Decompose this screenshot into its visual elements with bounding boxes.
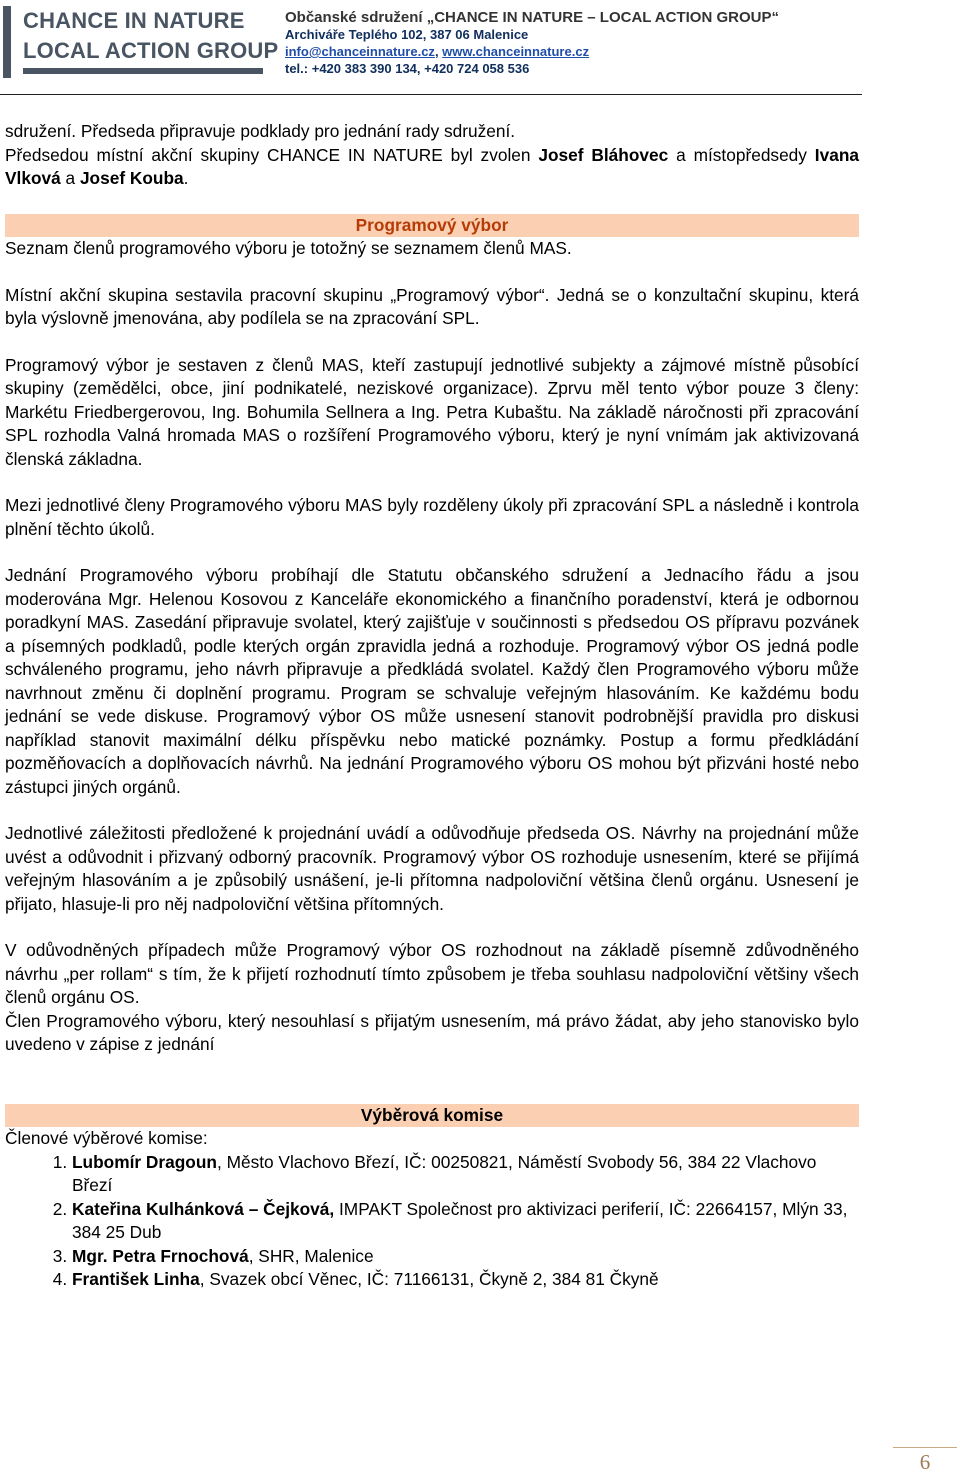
list-item <box>72 1151 859 1198</box>
header-org-name: Občanské sdružení „CHANCE IN NATURE – LOCAL ACTION GROUP“ <box>285 9 779 26</box>
chair-name: Josef Bláhovec <box>538 144 669 165</box>
logo-text-line2: LOCAL ACTION GROUP <box>23 38 279 63</box>
page-number: 6 <box>893 1447 957 1475</box>
committee-member-list <box>5 1151 859 1292</box>
header-links <box>285 43 779 60</box>
header-contact-block <box>285 9 779 77</box>
intro-paragraph <box>5 144 859 191</box>
member-name: František Linha <box>72 1269 200 1289</box>
vice-chair-2: Josef Kouba <box>79 168 184 188</box>
logo-accent-bar <box>3 6 11 78</box>
paragraph: Jednotlivé záležitosti předložené k projednání uvádí a odůvodňuje předseda OS. Návrhy na projednání může uvést a odůvodnit i přizvaný odborný pracovník. Programový výbor OS rozhoduje usnesením, které se přijímá veřejným hlasováním a je způsobilý usnášení, je-li přítomna nadpoloviční většina členů orgánu. Usnesení je přijato, hlasuje-li pro něj nadpoloviční většina přítomných. <box>5 823 859 914</box>
intro-text-b: a místopředsedy <box>668 144 815 165</box>
list-item <box>72 1245 859 1269</box>
paragraph: Člen Programového výboru, který nesouhlasí s přijatým usnesením, má právo žádat, aby jeho stanovisko bylo uvedeno v zápise z jednání <box>5 1010 859 1054</box>
paragraph: Jednání Programového výboru probíhají dle Statutu občanského sdružení a Jednacího řádu a jsou moderována Mgr. Helenou Kosovou z Kanceláře ekonomického a finančního poradenství, která je odbornou poradkyní MAS. Zasedání připravuje svolatel, který zajišťuje v součinnosti s předsedou OS přípravu pozvánek a písemných podkladů, podle kterých orgán zpravidla jedná a rozhoduje. Programový výbor OS jedná podle schváleného programu, jeho návrh připravuje a předkládá svolatel. Každý člen Programového výboru může navrhnout změnu či doplnění programu. Program se schvaluje veřejným hlasováním. Ke každému bodu jednání se vede diskuse. Programový výbor OS může usnesení stanovit podrobnější pravidla pro diskusi například stanovit maximální délku příspěvku nebo matické poznámky. Postup a formu předkládání pozměňovacích a doplňovacích návrhů. Na jednání Programového výboru OS mohou být přizváni hosté nebo zástupci jiných orgánů. <box>5 565 859 797</box>
paragraph: Seznam členů programového výboru je totožný se seznamem členů MAS. <box>5 238 572 258</box>
list-item <box>72 1198 859 1245</box>
paragraph: Programový výbor je sestaven z členů MAS, kteří zastupují jednotlivé subjekty a zájmové místně působící skupiny (zemědělci, obce, jiní podnikatelé, neziskové organizace). Zprvu měl tento výbor pouze 3 členy: Markétu Friedbergerovou, Ing. Bohumila Sellnera a Ing. Petra Kubaštu. Na základě náročnosti při zpracování SPL rozhodla Valná hromada MAS o rozšíření Programového výboru, který je nyní vnímám jak aktivizovaná členská základna. <box>5 354 859 469</box>
logo-text-line1: CHANCE IN NATURE <box>23 8 245 33</box>
organization-logo <box>3 2 279 82</box>
intro-text-d: . <box>183 168 189 188</box>
member-details: , Město Vlachovo Březí, IČ: 00250821, Náměstí Svobody 56, 384 22 Vlachovo Březí <box>72 1151 817 1195</box>
header-address: Archiváře Teplého 102, 387 06 Malenice <box>285 27 529 42</box>
vice-chair-1: Ivana Vlková <box>5 144 859 188</box>
section-heading-vyberova-komise: Výběrová komise <box>5 1104 859 1128</box>
member-name: Lubomír Dragoun <box>72 1151 217 1172</box>
paragraph: V odůvodněných případech může Programový výbor OS rozhodnout na základě písemně zdůvodněného návrhu „per rollam“ s tím, že k přijetí rozhodnutí tímto způsobem je třeba souhlasu nadpoloviční většiny všech členů orgánu OS. <box>5 940 859 1007</box>
paragraph: Mezi jednotlivé členy Programového výboru MAS byly rozděleny úkoly při zpracování SPL a následně i kontrola plnění těchto úkolů. <box>5 495 859 539</box>
logo-underline-bar <box>23 68 263 74</box>
header-website-link[interactable]: www.chanceinnature.cz <box>442 44 590 59</box>
member-name: Mgr. Petra Frnochová <box>72 1245 249 1266</box>
header-phone: tel.: +420 383 390 134, +420 724 058 536 <box>285 61 530 76</box>
paragraph: Místní akční skupina sestavila pracovní skupinu „Programový výbor“. Jedná se o konzultační skupinu, která byla výslovně jmenována, aby podílela se na zpracování SPL. <box>5 284 859 328</box>
member-details: IMPAKT Společnost pro aktivizaci periferií, IČ: 22664157, Mlýn 33, 384 25 Dub <box>72 1198 848 1242</box>
member-name: Kateřina Kulhánková – Čejková, <box>72 1198 335 1219</box>
document-body <box>5 120 859 1292</box>
member-details: , Svazek obcí Věnec, IČ: 71166131, Čkyně 2, 384 81 Čkyně <box>199 1269 659 1289</box>
header-link-separator: , <box>434 44 443 59</box>
section-heading-programovy-vybor: Programový výbor <box>5 214 859 238</box>
intro-line-1: sdružení. Předseda připravuje podklady pro jednání rady sdružení. <box>5 121 516 141</box>
header-email-link[interactable]: info@chanceinnature.cz <box>285 44 435 59</box>
intro-text-a: Předsedou místní akční skupiny CHANCE IN NATURE byl zvolen <box>5 144 539 165</box>
intro-text-c: a <box>60 168 80 188</box>
list-item <box>72 1268 859 1292</box>
member-details: , SHR, Malenice <box>248 1245 374 1266</box>
committee-intro: Členové výběrové komise: <box>5 1128 208 1148</box>
page-header <box>0 0 862 95</box>
